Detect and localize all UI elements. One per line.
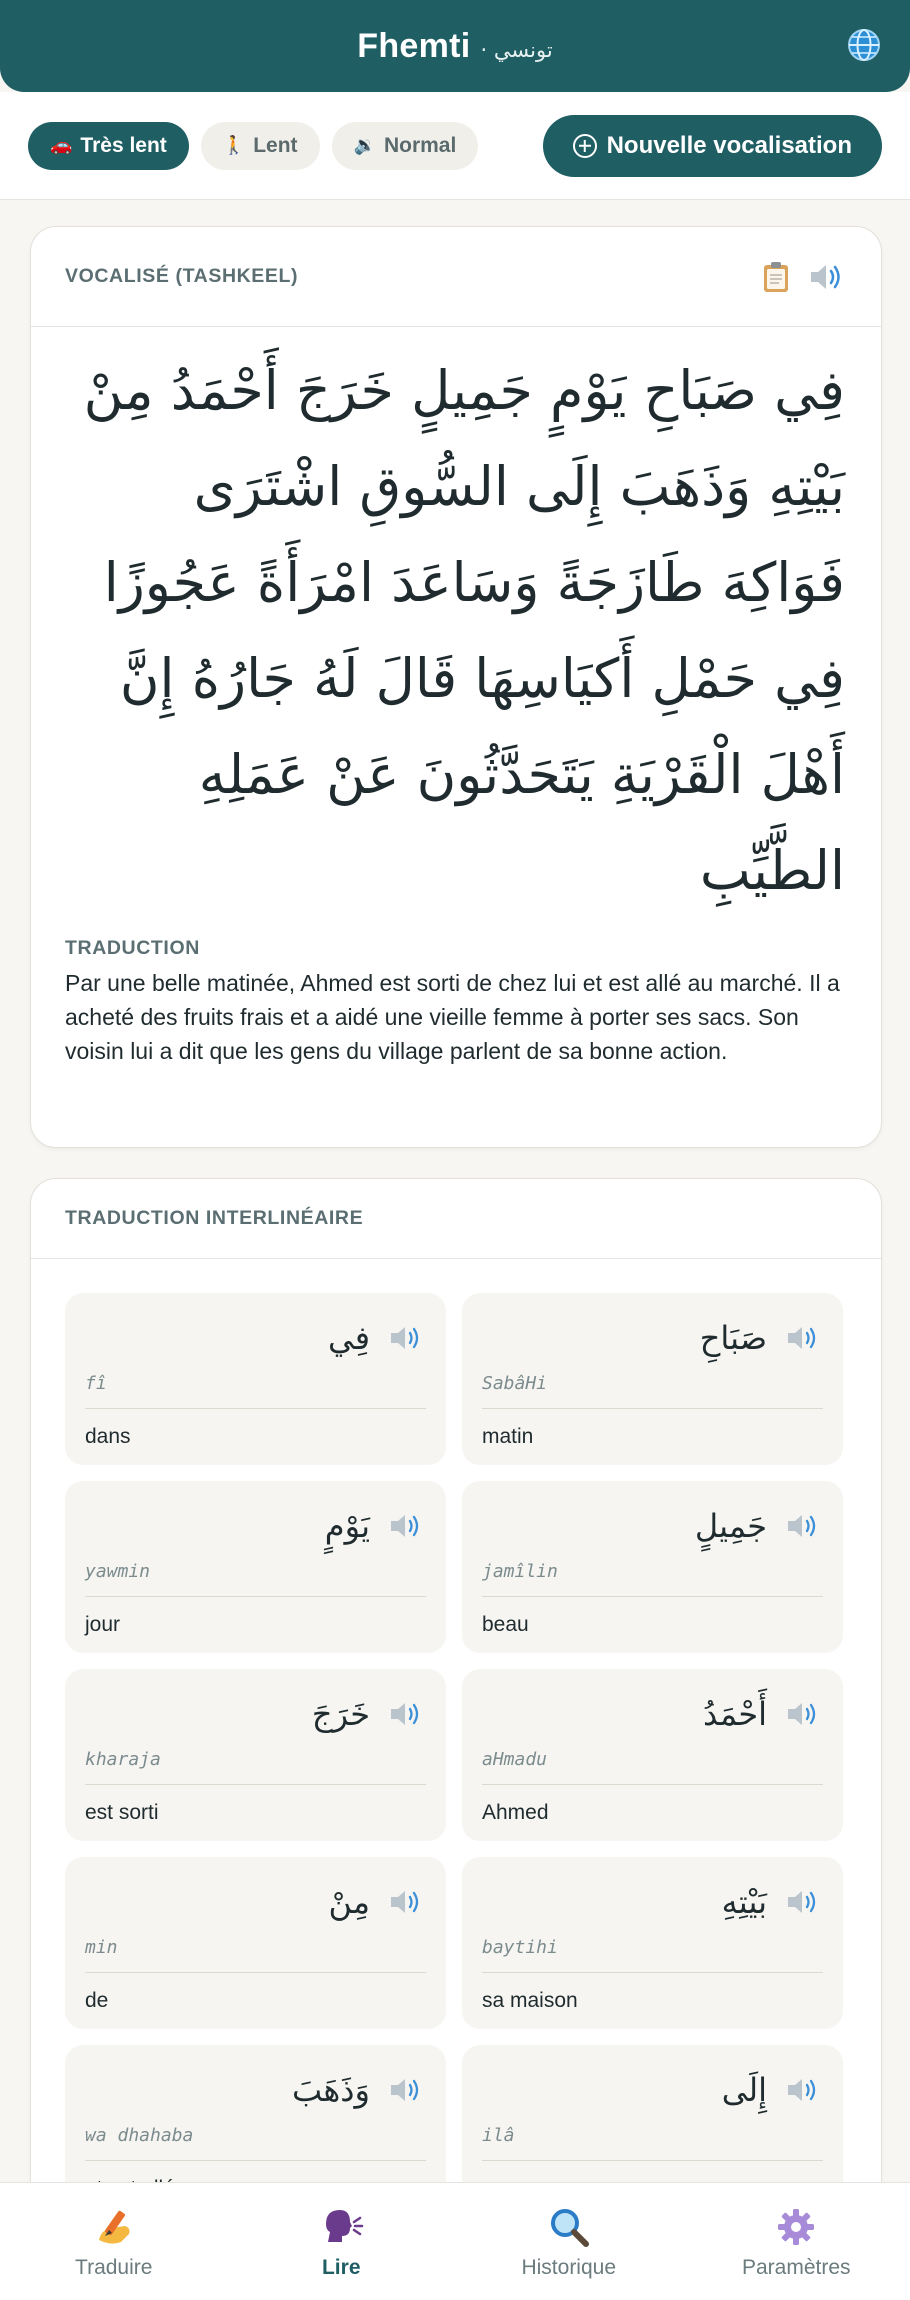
word-meaning: sa maison xyxy=(482,1989,578,2012)
word-transliteration: baytihi xyxy=(482,1929,823,1973)
word-transliteration: SabâHi xyxy=(482,1365,823,1409)
speed-slow-button[interactable] xyxy=(201,122,320,170)
nav-label: Historique xyxy=(521,2255,617,2279)
translation-text: Par une belle matinée, Ahmed est sorti de chez lui et est allé au marché. Il a acheté des fruits frais et a aidé une vieille femme à porter ses sacs. Son voisin lui a dit que les gens du village parlent de sa bonne action. xyxy=(65,970,840,1064)
speed-normal-button[interactable] xyxy=(332,122,479,170)
globe-icon[interactable] xyxy=(844,25,884,65)
card-header xyxy=(31,227,881,327)
brand xyxy=(357,27,552,66)
speaker-icon[interactable] xyxy=(388,1323,426,1353)
word-transliteration: fî xyxy=(85,1365,426,1409)
word-card[interactable] xyxy=(462,1857,843,2029)
word-card[interactable] xyxy=(65,1669,446,1841)
nav-item-historique[interactable] xyxy=(455,2183,683,2300)
word-arabic: يَوْمٍ xyxy=(324,1507,370,1545)
card-header xyxy=(31,1179,881,1259)
word-transliteration: aHmadu xyxy=(482,1741,823,1785)
translation-label: TRADUCTION xyxy=(65,937,200,959)
word-card[interactable] xyxy=(65,1481,446,1653)
nav-label: Traduire xyxy=(75,2255,153,2279)
nav-item-traduire[interactable] xyxy=(0,2183,228,2300)
word-meaning: beau xyxy=(482,1613,529,1636)
word-arabic: إِلَى xyxy=(721,2071,767,2109)
speaker-icon[interactable] xyxy=(388,1511,426,1541)
nav-label: Lire xyxy=(321,2255,361,2279)
word-transliteration: yawmin xyxy=(85,1553,426,1597)
vocalised-card xyxy=(30,226,882,1148)
word-transliteration: kharaja xyxy=(85,1741,426,1785)
speaker-icon[interactable] xyxy=(807,260,847,294)
word-meaning: de xyxy=(85,1989,109,2012)
nav-item-parametres[interactable] xyxy=(683,2183,910,2300)
gear-icon xyxy=(773,2204,819,2250)
pencil-hand-icon xyxy=(91,2204,137,2250)
card-title: TRADUCTION INTERLINÉAIRE xyxy=(65,1207,364,1229)
interlinear-card xyxy=(30,1178,882,2238)
car-icon: 🚗 xyxy=(50,135,73,156)
speaker-icon[interactable] xyxy=(785,1323,823,1353)
word-meaning: dans xyxy=(85,1425,131,1448)
word-arabic: وَذَهَبَ xyxy=(292,2071,370,2109)
card-title: VOCALISÉ (TASHKEEL) xyxy=(65,265,299,287)
word-card[interactable] xyxy=(65,1293,446,1465)
word-arabic: بَيْتِهِ xyxy=(721,1883,767,1921)
walking-person-icon: 🚶 xyxy=(222,135,246,156)
vocalised-arabic-text: فِي صَبَاحِ يَوْمٍ جَمِيلٍ خَرَجَ أَحْمَدُ مِنْ بَيْتِهِ وَذَهَبَ إِلَى السُّوقِ اشْتَرَى فَوَاكِهَ طَازَجَةً وَسَاعَدَ امْرَأَةً عَجُوزًا فِي حَمْلِ أَكيَاسِهَا قَالَ لَهُ جَارُهُ إِنَّ أَهْلَ الْقَرْيَةِ يَتَحَدَّثُونَ عَنْ عَمَلِهِ الطَّيِّبِ xyxy=(83,359,845,902)
word-card[interactable] xyxy=(462,1293,843,1465)
speaker-icon[interactable] xyxy=(388,2075,426,2105)
speaker-icon[interactable] xyxy=(388,1699,426,1729)
clipboard-icon[interactable] xyxy=(761,260,791,294)
speed-label: Très lent xyxy=(80,133,167,157)
speed-very-slow-button[interactable] xyxy=(28,122,189,170)
bottom-navigation xyxy=(0,2182,910,2300)
magnifier-icon xyxy=(546,2204,592,2250)
speaking-head-icon xyxy=(318,2204,364,2250)
new-vocalisation-label: Nouvelle vocalisation xyxy=(606,131,852,159)
word-arabic: مِنْ xyxy=(328,1883,370,1921)
word-meaning: est sorti xyxy=(85,1801,159,1824)
speaker-icon[interactable] xyxy=(785,2075,823,2105)
word-card[interactable] xyxy=(65,1857,446,2029)
word-arabic: صَبَاحِ xyxy=(699,1319,767,1357)
word-transliteration: jamîlin xyxy=(482,1553,823,1597)
speaker-icon[interactable] xyxy=(785,1699,823,1729)
app-header xyxy=(0,0,910,92)
word-arabic: جَمِيلٍ xyxy=(694,1507,767,1545)
word-arabic: فِي xyxy=(328,1319,370,1357)
word-meaning: Ahmed xyxy=(482,1801,549,1824)
nav-label: Paramètres xyxy=(741,2255,851,2279)
speaker-icon: 🔉 xyxy=(353,135,376,156)
nav-item-lire[interactable] xyxy=(228,2183,456,2300)
brand-name: Fhemti xyxy=(357,26,471,65)
speaker-icon[interactable] xyxy=(785,1887,823,1917)
word-transliteration: wa dhahaba xyxy=(85,2117,426,2161)
speaker-icon[interactable] xyxy=(785,1511,823,1541)
speed-label: Normal xyxy=(383,133,457,157)
word-transliteration: ilâ xyxy=(482,2117,823,2161)
word-arabic: خَرَجَ xyxy=(311,1695,370,1733)
word-card[interactable] xyxy=(462,1669,843,1841)
speed-toolbar xyxy=(0,92,910,200)
speed-label: Lent xyxy=(253,133,298,157)
word-arabic: أَحْمَدُ xyxy=(703,1695,767,1733)
plus-circle-icon xyxy=(573,134,597,158)
speaker-icon[interactable] xyxy=(388,1887,426,1917)
word-meaning: jour xyxy=(85,1613,121,1636)
brand-subtitle: · تونسي xyxy=(480,37,553,62)
word-meaning: matin xyxy=(482,1425,534,1448)
word-transliteration: min xyxy=(85,1929,426,1973)
word-card[interactable] xyxy=(462,1481,843,1653)
new-vocalisation-button[interactable] xyxy=(543,115,882,177)
word-grid xyxy=(31,1259,881,2217)
